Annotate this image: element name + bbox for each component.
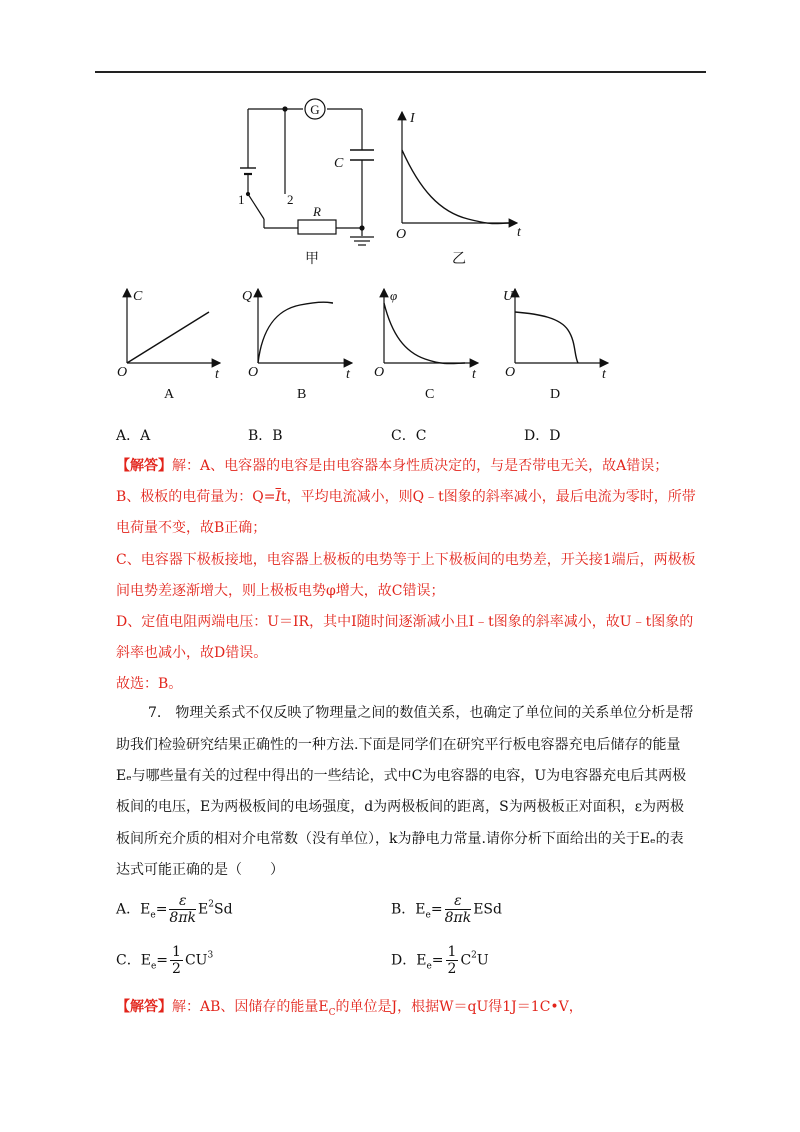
- graph-A-y-label: C: [133, 289, 143, 304]
- exponent: 2: [208, 899, 214, 910]
- graph-B-caption: B: [297, 387, 307, 402]
- graph-D-caption: D: [550, 387, 561, 402]
- fraction-denominator: 2: [172, 961, 181, 977]
- expression-term: ESd: [473, 901, 502, 918]
- equals-sign: =: [430, 901, 443, 918]
- graph-A-origin: O: [117, 365, 128, 380]
- q6-answer-line-5: 间电势差逐渐增大，则上极板电势φ增大，故C错误；: [116, 583, 445, 599]
- energy-symbol: E: [140, 901, 151, 918]
- graph-B-origin: O: [248, 365, 259, 380]
- energy-subscript: e: [426, 961, 432, 972]
- q6-option-b[interactable]: B．B: [248, 428, 283, 444]
- fraction-denominator: 8πk: [444, 910, 472, 926]
- q6-option-a[interactable]: A．A: [116, 428, 151, 444]
- option-label: D．: [391, 952, 417, 969]
- equals-sign: =: [156, 952, 169, 969]
- fraction: [445, 893, 472, 926]
- graph-A-caption: A: [164, 387, 175, 402]
- answer-text: B、极板的电荷量为：Q=: [116, 489, 276, 505]
- fraction-numerator: ε: [445, 893, 472, 910]
- q7-line-6: 达式可能正确的是（ ）: [116, 862, 284, 878]
- graph-C-x-label: t: [472, 367, 476, 382]
- graph-C: [384, 289, 478, 364]
- graph-C-caption: C: [425, 387, 435, 402]
- energy-symbol: E: [415, 901, 426, 918]
- energy-symbol: E: [140, 952, 151, 969]
- q7-option-b[interactable]: [391, 893, 502, 926]
- expression-term: C: [460, 952, 472, 969]
- resistor-label: R: [313, 204, 321, 219]
- option-label: C．: [116, 952, 141, 969]
- q6-option-d[interactable]: D．D: [524, 428, 561, 444]
- q6-answer-line-6: D、定值电阻两端电压：U＝IR，其中I随时间逐渐减小且I﹣t图象的斜率减小，故U﹣t图象的: [116, 614, 694, 630]
- fraction: [169, 893, 196, 926]
- exponent: 3: [207, 950, 214, 961]
- circuit-diagram: [240, 99, 374, 245]
- q7-line-3: Eₑ与哪些量有关的过程中得出的一些结论，式中C为电容器的电容，U为电容器充电后其两极: [116, 768, 687, 784]
- graph-B: [258, 289, 352, 363]
- answer-text: 解：A、电容器的电容是由电容器本身性质决定的，与是否带电无关，故A错误；: [172, 458, 669, 474]
- q6-answer-line-1: [116, 456, 668, 476]
- expression-term: CU: [184, 952, 208, 969]
- q7-answer-line-1: [116, 997, 583, 1023]
- option-label: A．: [116, 901, 141, 918]
- q7-option-c[interactable]: [116, 944, 213, 977]
- energy-subscript: e: [150, 910, 156, 921]
- fraction: [446, 944, 459, 977]
- switch-terminal-2: 2: [287, 192, 294, 207]
- energy-subscript: e: [425, 910, 431, 921]
- graph-yi-x-label: t: [517, 225, 521, 240]
- graph-C-origin: O: [374, 365, 385, 380]
- equals-sign: =: [155, 901, 168, 918]
- answer-text: t，平均电流减小，则Q﹣t图象的斜率减小，最后电流为零时，所带: [281, 489, 696, 505]
- fraction-numerator: ε: [169, 893, 196, 910]
- q6-answer-line-3: 电荷量不变，故B正确；: [116, 520, 267, 536]
- graph-D: [515, 289, 608, 363]
- q6-answer-choice: 故选：B。: [116, 676, 183, 692]
- fraction-denominator: 2: [447, 961, 457, 977]
- option-label: B．: [391, 901, 416, 918]
- fraction-numerator: 1: [172, 944, 181, 960]
- q7-line-2: 助我们检验研究结果正确性的一种方法.下面是同学们在研究平行板电容器充电后储存的能量: [116, 737, 681, 753]
- q6-answer-line-2: [116, 487, 696, 507]
- answer-text: 的单位是J，根据W＝qU得1J＝1C•V，: [335, 999, 583, 1015]
- equals-sign: =: [431, 952, 444, 969]
- q7-line-4: 板间的电压，E为两极板间的电场强度，d为两极板间的距离，S为两极板正对面积，ε为两极: [116, 799, 685, 815]
- q6-answer-line-7: 斜率也减小，故D错误。: [116, 645, 268, 661]
- graph-D-origin: O: [505, 365, 516, 380]
- galvanometer-label: G: [310, 102, 320, 117]
- q7-line-5: 板间所充介质的相对介电常数（没有单位），k为静电力常量.请你分析下面给出的关于Eₑ的表: [116, 831, 684, 847]
- energy-symbol: E: [416, 952, 427, 969]
- fraction-numerator: 1: [447, 944, 457, 960]
- exponent: 2: [471, 950, 477, 961]
- answer-tag: 【解答】: [116, 458, 172, 474]
- graph-yi-caption: 乙: [452, 252, 466, 267]
- switch-terminal-1: 1: [238, 192, 245, 207]
- expression-term: Sd: [213, 901, 233, 918]
- graph-yi-y-label: I: [410, 111, 415, 126]
- energy-subscript: C: [328, 1007, 336, 1018]
- graph-C-y-label: φ: [390, 288, 398, 303]
- energy-subscript: e: [150, 961, 157, 972]
- graph-B-x-label: t: [346, 367, 350, 382]
- graph-A-x-label: t: [215, 367, 219, 382]
- answer-text: 解：AB、因储存的能量E: [172, 999, 329, 1015]
- physics-figure: [0, 0, 800, 410]
- graph-yi: [402, 112, 517, 224]
- expression-term: U: [476, 952, 489, 969]
- fraction: [170, 944, 183, 977]
- expression-term: E: [198, 901, 209, 918]
- q7-option-d[interactable]: [391, 944, 489, 977]
- mean-current-symbol: $\overline{I}$: [275, 489, 282, 505]
- graph-D-x-label: t: [602, 367, 606, 382]
- graph-B-y-label: Q: [242, 289, 253, 304]
- q6-option-c[interactable]: C．C: [391, 428, 427, 444]
- q6-answer-line-4: C、电容器下极板接地，电容器上极板的电势等于上下极板间的电势差，开关接1端后，两极板: [116, 552, 696, 568]
- graph-D-y-label: U: [503, 289, 514, 304]
- capacitor-label: C: [334, 156, 344, 171]
- q7-option-a[interactable]: [116, 893, 233, 926]
- answer-tag: 【解答】: [116, 999, 172, 1015]
- graph-yi-origin: O: [396, 227, 407, 242]
- q7-line-1: 7. 物理关系式不仅反映了物理量之间的数值关系，也确定了单位间的关系单位分析是帮: [148, 705, 694, 721]
- circuit-caption: 甲: [305, 252, 319, 267]
- fraction-denominator: 8πk: [169, 910, 197, 926]
